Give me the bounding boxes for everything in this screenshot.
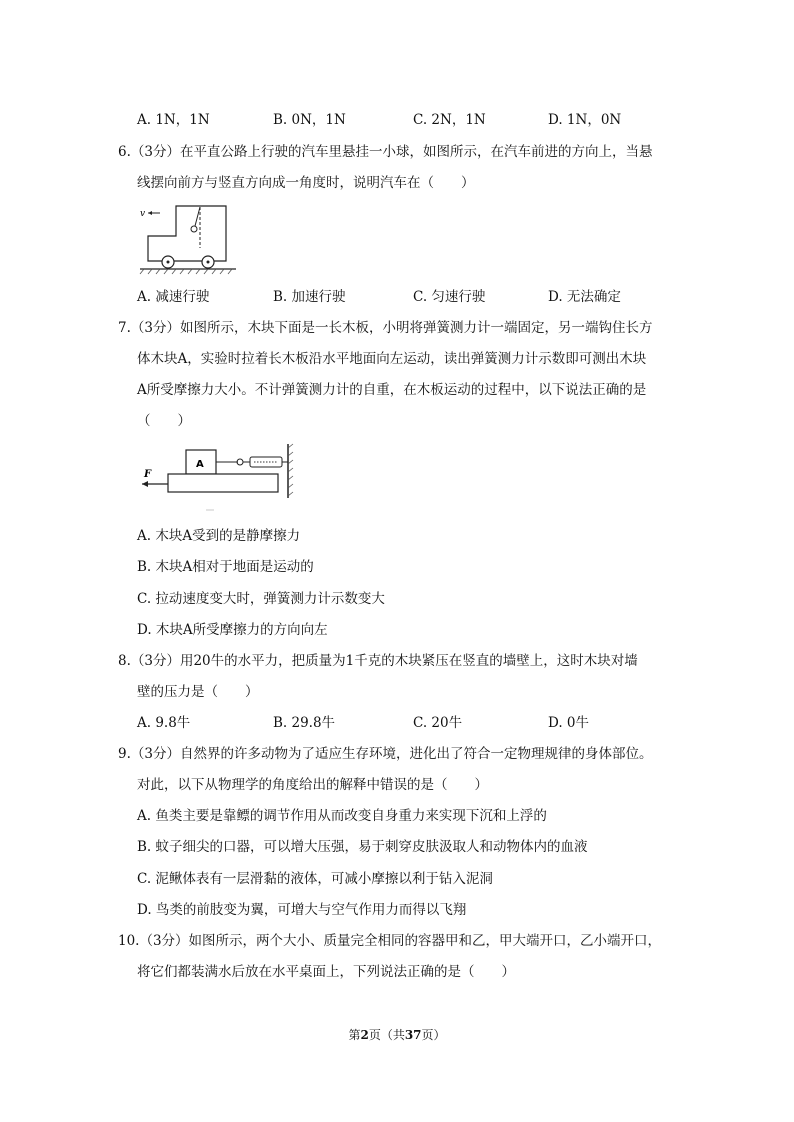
footer-total-pages: 37 [404, 1028, 422, 1042]
q9-option-b: B. 蚊子细尖的口器，可以增大压强，易于刺穿皮肤汲取人和动物体内的血液 [137, 839, 588, 855]
q7-stem-line-1: 7.（3分）如图所示，木块下面是一长木板，小明将弹簧测力计一端固定，另一端钩住长方 [118, 320, 653, 336]
block-a-label: A [196, 459, 204, 470]
q9-option-a: A. 鱼类主要是靠鳔的调节作用从而改变自身重力来实现下沉和上浮的 [137, 808, 547, 824]
q9-stem-line-2: 对此，以下从物理学的角度给出的解释中错误的是（ ） [137, 777, 488, 793]
q6-stem-line-2: 线摆向前方与竖直方向成一角度时，说明汽车在（ ） [137, 175, 475, 191]
q8-option-c: C. 20牛 [413, 715, 463, 731]
footer-page-number: 2 [360, 1028, 369, 1042]
q7-stem-line-2: 体木块A，实验时拉着长木板沿水平地面向左运动，读出弹簧测力计示数即可测出木块 [137, 351, 647, 367]
q8-stem-line-2: 壁的压力是（ ） [137, 684, 259, 700]
q8-option-d: D. 0牛 [548, 715, 590, 731]
q7-option-d: D. 木块A所受摩擦力的方向向左 [137, 622, 328, 638]
q6-option-d: D. 无法确定 [548, 289, 621, 305]
q5-option-c: C. 2N，1N [413, 112, 486, 128]
q6-option-c: C. 匀速行驶 [413, 289, 486, 305]
q9-option-c: C. 泥鳅体表有一层滑黏的液体，可减小摩擦以利于钻入泥洞 [137, 871, 493, 887]
q8-stem-line-1: 8.（3分）用20牛的水平力，把质量为1千克的木块紧压在竖直的墙壁上，这时木块对墙 [118, 653, 638, 669]
q8-option-b: B. 29.8牛 [273, 715, 336, 731]
q6-option-a: A. 减速行驶 [137, 289, 210, 305]
q7-option-c: C. 拉动速度变大时，弹簧测力计示数变大 [137, 591, 385, 607]
q6-car-figure [136, 198, 240, 276]
q5-option-a: A. 1N，1N [137, 112, 210, 128]
footer-mid: 页（共 [368, 1028, 405, 1042]
q6-option-b: B. 加速行驶 [273, 289, 346, 305]
velocity-label: v [140, 209, 146, 219]
page-footer [0, 1026, 794, 1043]
q5-option-d: D. 1N，0N [548, 112, 622, 128]
q7-option-a: A. 木块A受到的是静摩擦力 [137, 528, 301, 544]
q10-stem-line-2: 将它们都装满水后放在水平桌面上，下列说法正确的是（ ） [137, 964, 515, 980]
force-label: F [144, 469, 152, 480]
q7-stem-line-4: （ ） [137, 413, 191, 429]
q9-stem-line-1: 9.（3分）自然界的许多动物为了适应生存环境，进化出了符合一定物理规律的身体部位。 [118, 746, 653, 762]
q6-stem-line-1: 6.（3分）在平直公路上行驶的汽车里悬挂一小球，如图所示，在汽车前进的方向上，当悬 [118, 144, 653, 160]
long-board [168, 474, 278, 492]
q7-stem-line-3: A所受摩擦力大小。不计弹簧测力计的自重，在木板运动的过程中，以下说法正确的是 [137, 382, 647, 398]
q9-option-d: D. 鸟类的前肢变为翼，可增大与空气作用力而得以飞翔 [137, 902, 467, 918]
footer-suffix: 页） [421, 1028, 446, 1042]
q5-option-b: B. 0N，1N [273, 112, 346, 128]
q7-friction-figure [138, 440, 298, 512]
q10-stem-line-1: 10.（3分）如图所示，两个大小、质量完全相同的容器甲和乙，甲大端开口，乙小端开口， [118, 933, 662, 949]
q7-option-b: B. 木块A相对于地面是运动的 [137, 559, 314, 575]
q8-option-a: A. 9.8牛 [137, 715, 191, 731]
footer-prefix: 第 [348, 1028, 361, 1042]
